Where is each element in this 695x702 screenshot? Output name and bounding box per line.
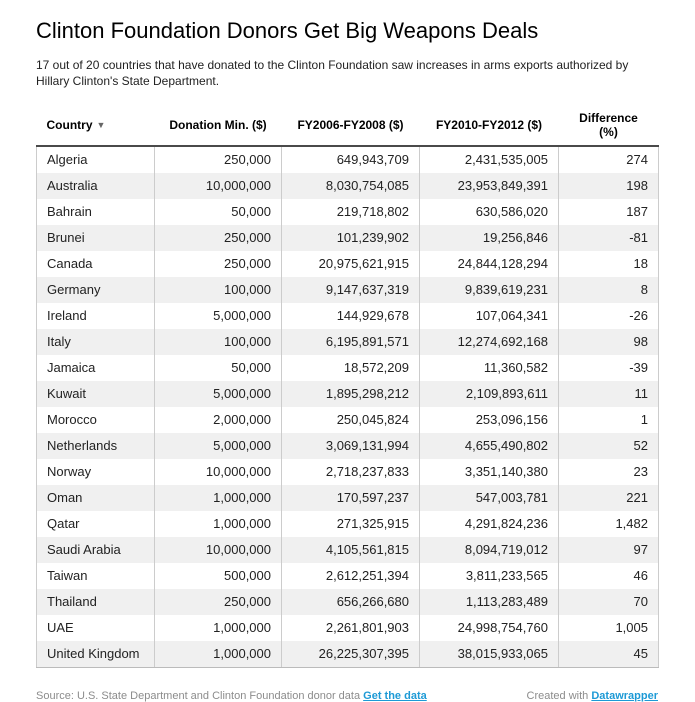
cell-fy2006-fy2008: 3,069,131,994 xyxy=(282,433,420,459)
footer-credit xyxy=(527,690,658,702)
column-header-label: Difference (%) xyxy=(579,111,638,139)
cell-donation-min: 1,000,000 xyxy=(155,641,282,668)
cell-fy2006-fy2008: 2,261,801,903 xyxy=(282,615,420,641)
datawrapper-link[interactable]: Datawrapper xyxy=(591,690,658,702)
cell-fy2006-fy2008: 6,195,891,571 xyxy=(282,329,420,355)
column-header-label: Donation Min. ($) xyxy=(169,118,267,132)
table-row xyxy=(37,251,659,277)
table-row xyxy=(37,329,659,355)
cell-fy2006-fy2008: 2,612,251,394 xyxy=(282,563,420,589)
cell-country: Algeria xyxy=(37,146,155,173)
cell-fy2010-fy2012: 2,431,535,005 xyxy=(420,146,559,173)
cell-difference: -26 xyxy=(559,303,659,329)
table-row xyxy=(37,459,659,485)
footer xyxy=(36,690,658,702)
table-body xyxy=(37,146,659,668)
cell-country: United Kingdom xyxy=(37,641,155,668)
cell-fy2010-fy2012: 38,015,933,065 xyxy=(420,641,559,668)
cell-donation-min: 10,000,000 xyxy=(155,173,282,199)
cell-donation-min: 500,000 xyxy=(155,563,282,589)
cell-donation-min: 250,000 xyxy=(155,225,282,251)
cell-fy2010-fy2012: 3,351,140,380 xyxy=(420,459,559,485)
cell-difference: 52 xyxy=(559,433,659,459)
cell-country: Ireland xyxy=(37,303,155,329)
cell-fy2010-fy2012: 4,291,824,236 xyxy=(420,511,559,537)
get-the-data-link[interactable]: Get the data xyxy=(363,690,427,702)
cell-donation-min: 1,000,000 xyxy=(155,485,282,511)
cell-difference: 70 xyxy=(559,589,659,615)
cell-country: Qatar xyxy=(37,511,155,537)
cell-fy2006-fy2008: 18,572,209 xyxy=(282,355,420,381)
table-row xyxy=(37,641,659,668)
footer-source xyxy=(36,690,427,702)
cell-country: Canada xyxy=(37,251,155,277)
cell-difference: 1,482 xyxy=(559,511,659,537)
cell-fy2010-fy2012: 8,094,719,012 xyxy=(420,537,559,563)
cell-donation-min: 10,000,000 xyxy=(155,459,282,485)
table-row xyxy=(37,511,659,537)
column-header-label: Country xyxy=(46,118,93,132)
cell-donation-min: 50,000 xyxy=(155,355,282,381)
page-subtitle: 17 out of 20 countries that have donated to the Clinton Foundation saw increases in arms exports authorized by Hillary Clinton's State Department. xyxy=(36,58,629,88)
cell-country: Oman xyxy=(37,485,155,511)
column-header-label: FY2010-FY2012 ($) xyxy=(435,118,543,132)
cell-difference: -81 xyxy=(559,225,659,251)
cell-fy2006-fy2008: 271,325,915 xyxy=(282,511,420,537)
column-header-label: FY2006-FY2008 ($) xyxy=(297,118,404,132)
cell-country: Thailand xyxy=(37,589,155,615)
column-header-fy2006-fy2008[interactable] xyxy=(282,105,420,146)
cell-donation-min: 250,000 xyxy=(155,251,282,277)
cell-difference: 18 xyxy=(559,251,659,277)
cell-donation-min: 10,000,000 xyxy=(155,537,282,563)
cell-fy2010-fy2012: 23,953,849,391 xyxy=(420,173,559,199)
cell-country: Brunei xyxy=(37,225,155,251)
cell-donation-min: 5,000,000 xyxy=(155,303,282,329)
cell-country: UAE xyxy=(37,615,155,641)
cell-difference: 274 xyxy=(559,146,659,173)
cell-donation-min: 1,000,000 xyxy=(155,511,282,537)
cell-difference: 98 xyxy=(559,329,659,355)
cell-fy2006-fy2008: 4,105,561,815 xyxy=(282,537,420,563)
cell-country: Italy xyxy=(37,329,155,355)
cell-fy2006-fy2008: 656,266,680 xyxy=(282,589,420,615)
table-row xyxy=(37,303,659,329)
cell-fy2010-fy2012: 11,360,582 xyxy=(420,355,559,381)
cell-fy2006-fy2008: 649,943,709 xyxy=(282,146,420,173)
cell-donation-min: 2,000,000 xyxy=(155,407,282,433)
cell-fy2010-fy2012: 12,274,692,168 xyxy=(420,329,559,355)
cell-donation-min: 100,000 xyxy=(155,277,282,303)
table-row xyxy=(37,563,659,589)
cell-donation-min: 5,000,000 xyxy=(155,381,282,407)
cell-fy2006-fy2008: 8,030,754,085 xyxy=(282,173,420,199)
cell-difference: -39 xyxy=(559,355,659,381)
table-row xyxy=(37,589,659,615)
cell-fy2006-fy2008: 2,718,237,833 xyxy=(282,459,420,485)
cell-fy2010-fy2012: 1,113,283,489 xyxy=(420,589,559,615)
table-row xyxy=(37,277,659,303)
cell-fy2006-fy2008: 1,895,298,212 xyxy=(282,381,420,407)
cell-donation-min: 250,000 xyxy=(155,589,282,615)
cell-fy2010-fy2012: 24,998,754,760 xyxy=(420,615,559,641)
cell-country: Netherlands xyxy=(37,433,155,459)
cell-difference: 198 xyxy=(559,173,659,199)
table-row xyxy=(37,407,659,433)
cell-difference: 45 xyxy=(559,641,659,668)
cell-difference: 1,005 xyxy=(559,615,659,641)
cell-fy2010-fy2012: 630,586,020 xyxy=(420,199,559,225)
table-row xyxy=(37,355,659,381)
column-header-fy2010-fy2012[interactable] xyxy=(420,105,559,146)
cell-country: Jamaica xyxy=(37,355,155,381)
footer-credit-label: Created with xyxy=(526,690,589,702)
table-row xyxy=(37,199,659,225)
cell-difference: 46 xyxy=(559,563,659,589)
cell-country: Australia xyxy=(37,173,155,199)
cell-fy2010-fy2012: 253,096,156 xyxy=(420,407,559,433)
cell-fy2006-fy2008: 170,597,237 xyxy=(282,485,420,511)
column-header-difference[interactable] xyxy=(559,105,659,146)
cell-country: Morocco xyxy=(37,407,155,433)
cell-fy2010-fy2012: 4,655,490,802 xyxy=(420,433,559,459)
cell-fy2010-fy2012: 107,064,341 xyxy=(420,303,559,329)
cell-fy2006-fy2008: 219,718,802 xyxy=(282,199,420,225)
table-row xyxy=(37,381,659,407)
cell-fy2010-fy2012: 547,003,781 xyxy=(420,485,559,511)
sort-descending-icon: ▼ xyxy=(96,120,106,130)
cell-fy2010-fy2012: 19,256,846 xyxy=(420,225,559,251)
table-row xyxy=(37,485,659,511)
table-row xyxy=(37,615,659,641)
cell-donation-min: 1,000,000 xyxy=(155,615,282,641)
table-row xyxy=(37,173,659,199)
cell-fy2006-fy2008: 20,975,621,915 xyxy=(282,251,420,277)
cell-difference: 221 xyxy=(559,485,659,511)
data-table xyxy=(36,105,659,668)
cell-donation-min: 100,000 xyxy=(155,329,282,355)
cell-difference: 187 xyxy=(559,199,659,225)
column-header-country[interactable] xyxy=(37,105,155,146)
cell-difference: 8 xyxy=(559,277,659,303)
footer-source-label: Source: U.S. State Department and Clinton Foundation donor data xyxy=(36,690,361,702)
cell-fy2006-fy2008: 26,225,307,395 xyxy=(282,641,420,668)
column-header-donation-min[interactable] xyxy=(155,105,282,146)
cell-country: Norway xyxy=(37,459,155,485)
cell-fy2010-fy2012: 3,811,233,565 xyxy=(420,563,559,589)
cell-difference: 23 xyxy=(559,459,659,485)
cell-fy2010-fy2012: 2,109,893,611 xyxy=(420,381,559,407)
cell-donation-min: 5,000,000 xyxy=(155,433,282,459)
page-title: Clinton Foundation Donors Get Big Weapons Deals xyxy=(36,18,539,43)
cell-fy2006-fy2008: 9,147,637,319 xyxy=(282,277,420,303)
cell-fy2006-fy2008: 101,239,902 xyxy=(282,225,420,251)
table-row xyxy=(37,537,659,563)
cell-country: Saudi Arabia xyxy=(37,537,155,563)
table-row xyxy=(37,433,659,459)
cell-difference: 1 xyxy=(559,407,659,433)
table-row xyxy=(37,225,659,251)
cell-fy2006-fy2008: 144,929,678 xyxy=(282,303,420,329)
table-header-row xyxy=(37,105,659,146)
cell-fy2010-fy2012: 9,839,619,231 xyxy=(420,277,559,303)
cell-difference: 97 xyxy=(559,537,659,563)
cell-fy2006-fy2008: 250,045,824 xyxy=(282,407,420,433)
cell-country: Taiwan xyxy=(37,563,155,589)
cell-donation-min: 50,000 xyxy=(155,199,282,225)
cell-country: Kuwait xyxy=(37,381,155,407)
cell-country: Bahrain xyxy=(37,199,155,225)
cell-country: Germany xyxy=(37,277,155,303)
cell-difference: 11 xyxy=(559,381,659,407)
cell-donation-min: 250,000 xyxy=(155,146,282,173)
table-row xyxy=(37,146,659,173)
cell-fy2010-fy2012: 24,844,128,294 xyxy=(420,251,559,277)
